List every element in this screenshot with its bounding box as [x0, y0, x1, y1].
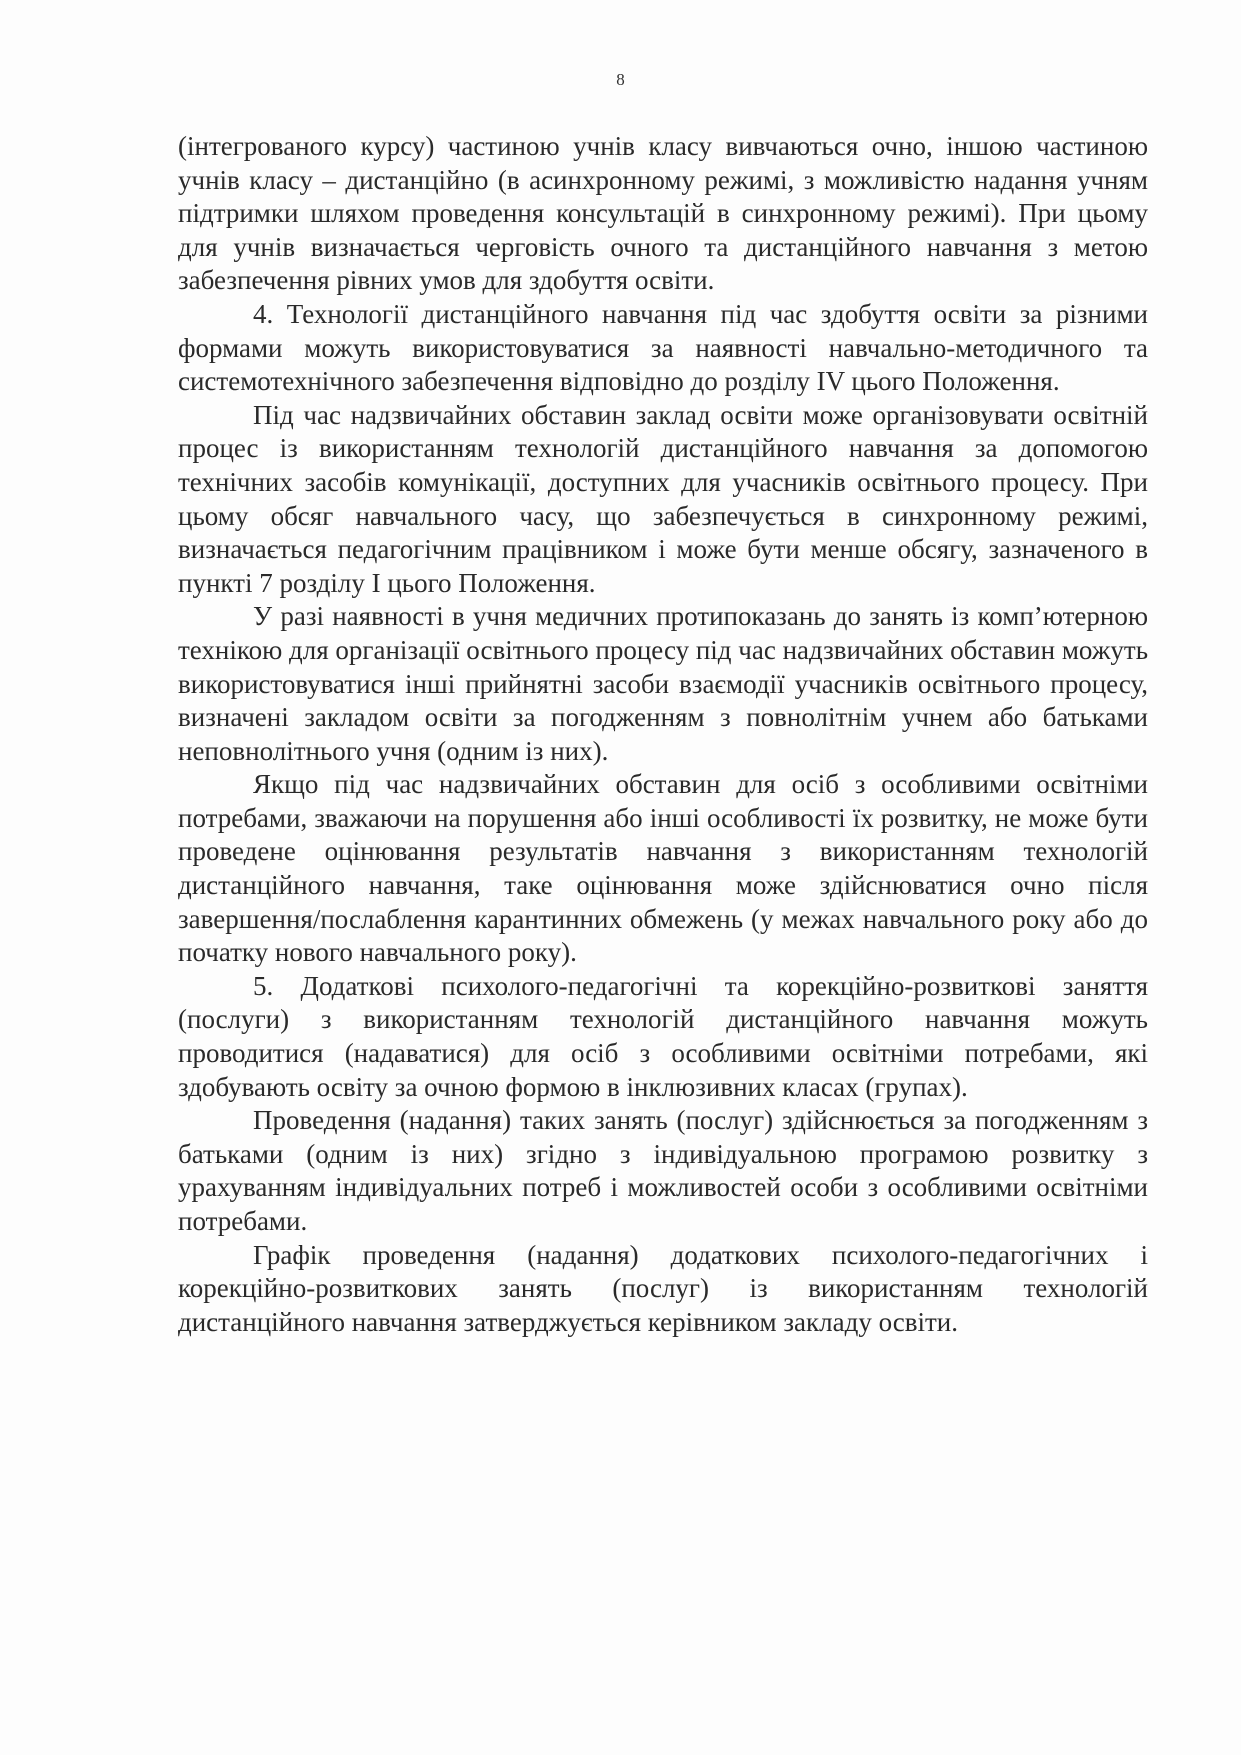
paragraph-emergency-process: Під час надзвичайних обставин заклад освіти може організовувати освітній процес із використанням технологій дистанційного навчання за допомогою технічних засобів комунікації, доступних для учасників освітнього процесу. При цьому обсяг навчального часу, що забезпечується в синхронному режимі, визначається педагогічним працівником і може бути менше обсягу, зазначеного в пункті 7 розділу I цього Положення. [178, 399, 1148, 598]
paragraph-schedule: Графік проведення (надання) додаткових психолого-педагогічних і корекційно-розвиткових занять (послуг) із використанням технологій дистанційного навчання затверджується керівником закладу освіти. [178, 1239, 1148, 1337]
document-body [178, 130, 1148, 1339]
paragraph-medical-contraindications: У разі наявності в учня медичних протипоказань до занять із комп’ютерною технікою для організації освітнього процесу під час надзвичайних обставин можуть використовуватися інші прийнятні засоби взаємодії учасників освітнього процесу, визначені закладом освіти за погодженням з повнолітнім учнем або батьками неповнолітнього учня (одним із них). [178, 601, 1149, 766]
paragraph-special-needs-assessment: Якщо під час надзвичайних обставин для осіб з особливими освітніми потребами, зважаючи на порушення або інші особливості їх розвитку, не може бути проведене оцінювання результатів навчання з використанням технологій дистанційного навчання, таке оцінювання може здійснюватися очно після завершення/послаблення карантинних обмежень (у межах навчального року або до початку нового навчального року). [178, 769, 1148, 968]
page-number: 8 [616, 70, 625, 89]
paragraph-continuation: (інтегрованого курсу) частиною учнів класу вивчаються очно, іншою частиною учнів класу – дистанційно (в асинхронному режимі, з можливістю надання учням підтримки шляхом проведення консультацій в синхронному режимі). При цьому для учнів визначається черговість очного та дистанційного навчання з метою забезпечення рівних умов для здобуття освіти. [178, 131, 1148, 296]
paragraph-item-4: 4. Технології дистанційного навчання під час здобуття освіти за різними формами можуть використовуватися за наявності навчально-методичного та системотехнічного забезпечення відповідно до розділу IV цього Положення. [178, 298, 1148, 397]
paragraph-parental-agreement: Проведення (надання) таких занять (послуг) здійснюється за погодженням з батьками (одним із них) згідно з індивідуальною програмою розвитку з урахуванням індивідуальних потреб і можливостей особи з особливими освітніми потребами. [178, 1105, 1148, 1236]
paragraph-item-5: 5. Додаткові психолого-педагогічні та корекційно-розвиткові заняття (послуги) з використанням технологій дистанційного навчання можуть проводитися (надаватися) для осіб з особливими освітніми потребами, які здобувають освіту за очною формою в інклюзивних класах (групах). [178, 970, 1148, 1102]
